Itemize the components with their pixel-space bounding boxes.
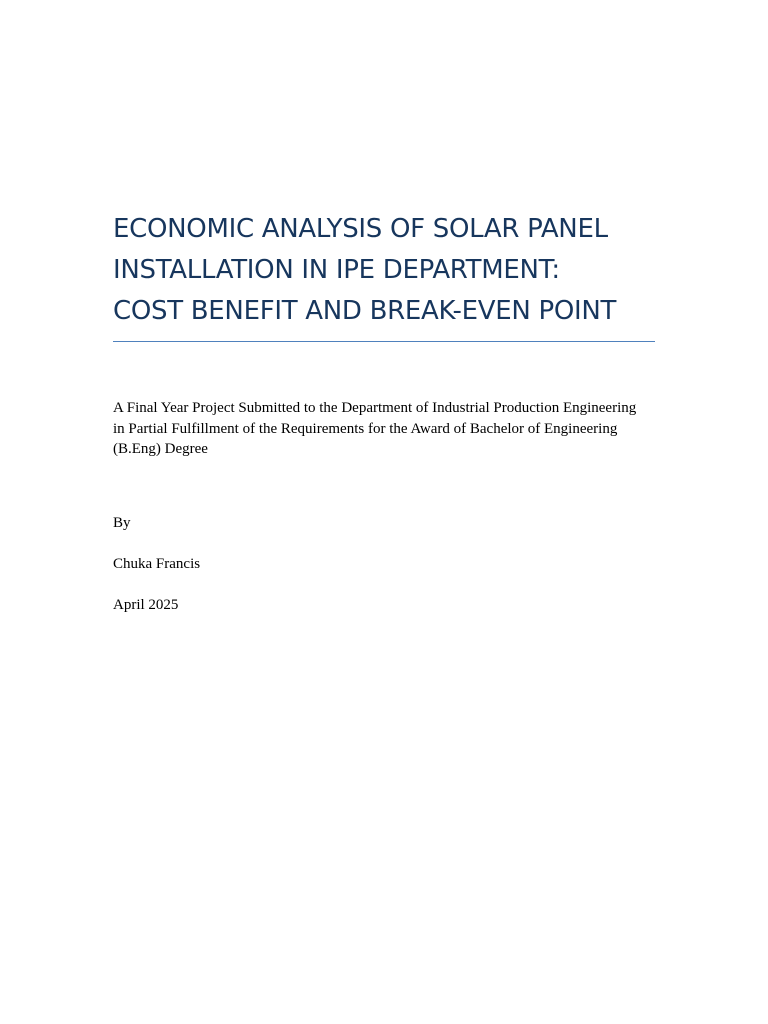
title-line-3: COST BENEFIT AND BREAK-EVEN POINT [113, 296, 617, 326]
description-line-1: A Final Year Project Submitted to the Department of Industrial Production Engineering [113, 400, 637, 416]
document-title [113, 209, 655, 342]
by-label: By [113, 515, 131, 531]
submission-date: April 2025 [113, 597, 179, 613]
title-line-1: ECONOMIC ANALYSIS OF SOLAR PANEL [113, 214, 608, 244]
project-description [113, 398, 658, 460]
description-line-2: in Partial Fulfillment of the Requirements for the Award of Bachelor of Engineering [113, 420, 618, 437]
author-name: Chuka Francis [113, 556, 201, 572]
title-line-2: INSTALLATION IN IPE DEPARTMENT: [113, 255, 560, 285]
description-line-3: (B.Eng) Degree [113, 441, 208, 457]
